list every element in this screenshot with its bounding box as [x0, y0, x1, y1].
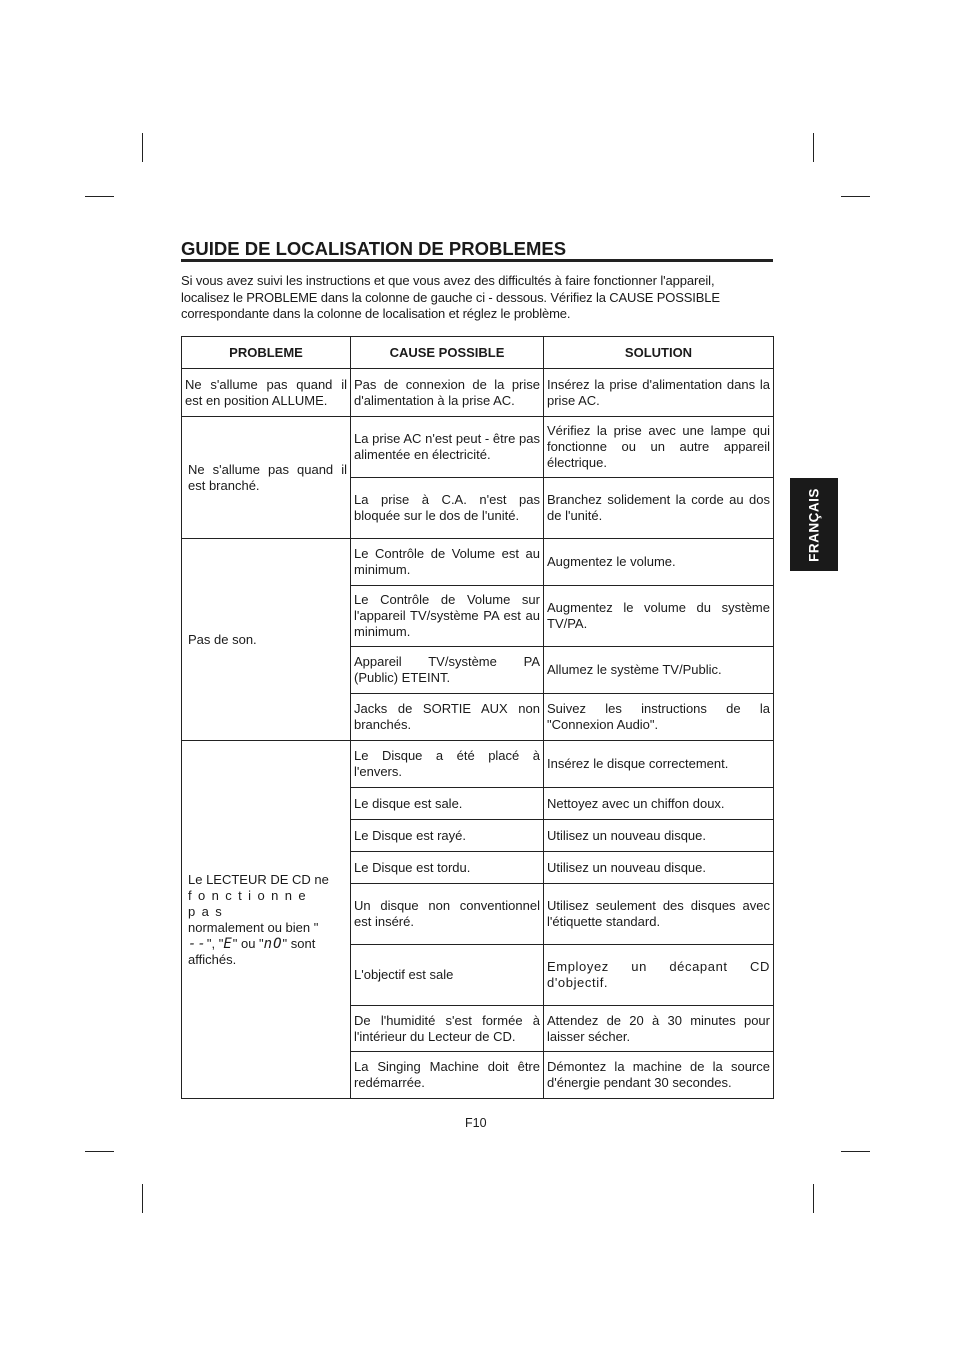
- crop-mark: [813, 133, 814, 162]
- problem-cell: Ne s'allume pas quand il est en position ALLUME.: [182, 369, 351, 417]
- problem-line: normalement ou bien ": [188, 919, 319, 935]
- crop-mark: [841, 196, 870, 197]
- crop-mark: [142, 133, 143, 162]
- solution-cell: Augmentez le volume.: [544, 539, 774, 586]
- cause-cell: Le disque est sale.: [351, 788, 544, 820]
- language-tab: [790, 478, 838, 571]
- problem-line: --", "E" ou "nO" sont: [188, 935, 316, 952]
- solution-cell: Démontez la machine de la source d'énergie pendant 30 secondes.: [544, 1052, 774, 1099]
- cause-cell: La prise AC n'est peut - être pas alimentée en électricité.: [351, 417, 544, 478]
- troubleshooting-table: [181, 336, 774, 1099]
- cause-cell: La Singing Machine doit être redémarrée.: [351, 1052, 544, 1099]
- crop-mark: [813, 1184, 814, 1213]
- crop-mark: [841, 1151, 870, 1152]
- table-row: [182, 539, 774, 586]
- segment-display-dashes: --: [188, 935, 207, 952]
- intro-line: Si vous avez suivi les instructions et que vous avez des difficultés à faire fonctionner l'appareil,: [181, 273, 715, 288]
- page-title: GUIDE DE LOCALISATION DE PROBLEMES: [181, 238, 567, 259]
- solution-cell: Augmentez le volume du système TV/PA.: [544, 586, 774, 647]
- cause-cell: Appareil TV/système PA (Public) ETEINT.: [351, 647, 544, 694]
- solution-cell: Branchez solidement la corde au dos de l'unité.: [544, 478, 774, 539]
- solution-cell: Vérifiez la prise avec une lampe qui fonctionne ou un autre appareil électrique.: [544, 417, 774, 478]
- cause-cell: La prise à C.A. n'est pas bloquée sur le dos de l'unité.: [351, 478, 544, 539]
- cause-cell: Jacks de SORTIE AUX non branchés.: [351, 694, 544, 741]
- cause-cell: Le Disque a été placé à l'envers.: [351, 741, 544, 788]
- problem-line: Le LECTEUR DE CD ne: [188, 871, 329, 887]
- solution-cell: Utilisez un nouveau disque.: [544, 820, 774, 852]
- problem-cell: Pas de son.: [182, 539, 351, 741]
- segment-display-e: E: [223, 935, 233, 952]
- solution-cell: Insérez le disque correctement.: [544, 741, 774, 788]
- cause-cell: Un disque non conventionnel est inséré.: [351, 884, 544, 945]
- crop-mark: [85, 1151, 114, 1152]
- cause-cell: Le Disque est rayé.: [351, 820, 544, 852]
- table-row: [182, 369, 774, 417]
- title-rule: [181, 259, 773, 262]
- cause-cell: Pas de connexion de la prise d'alimentation à la prise AC.: [351, 369, 544, 417]
- problem-cell: [182, 741, 351, 1099]
- header-cause: CAUSE POSSIBLE: [351, 337, 544, 369]
- intro-paragraph: [181, 273, 773, 323]
- segment-display-no: nO: [263, 935, 283, 952]
- problem-cell: Ne s'allume pas quand il est branché.: [182, 417, 351, 539]
- solution-cell: Nettoyez avec un chiffon doux.: [544, 788, 774, 820]
- page-number: F10: [465, 1116, 487, 1130]
- cause-cell: Le Contrôle de Volume sur l'appareil TV/système PA est au minimum.: [351, 586, 544, 647]
- crop-mark: [85, 196, 114, 197]
- solution-cell: Attendez de 20 à 30 minutes pour laisser sécher.: [544, 1006, 774, 1052]
- problem-line: affichés.: [188, 951, 237, 967]
- solution-cell: Suivez les instructions de la "Connexion Audio".: [544, 694, 774, 741]
- solution-cell: Utilisez un nouveau disque.: [544, 852, 774, 884]
- solution-cell: Employez un décapant CD d'objectif.: [544, 945, 774, 1006]
- cause-cell: Le Contrôle de Volume est au minimum.: [351, 539, 544, 586]
- intro-line: correspondante dans la colonne de localisation et réglez le problème.: [181, 306, 571, 321]
- table-header-row: [182, 337, 774, 369]
- language-tab-label: FRANÇAIS: [806, 487, 822, 562]
- intro-line: localisez le PROBLEME dans la colonne de gauche ci - dessous. Vérifiez la CAUSE POSSIBLE: [181, 289, 720, 305]
- solution-cell: Utilisez seulement des disques avec l'étiquette standard.: [544, 884, 774, 945]
- solution-cell: Insérez la prise d'alimentation dans la prise AC.: [544, 369, 774, 417]
- cause-cell: Le Disque est tordu.: [351, 852, 544, 884]
- problem-line: fonctionne pas: [188, 887, 312, 919]
- header-problem: PROBLEME: [182, 337, 351, 369]
- crop-mark: [142, 1184, 143, 1213]
- table-row: [182, 417, 774, 478]
- solution-cell: Allumez le système TV/Public.: [544, 647, 774, 694]
- cause-cell: L'objectif est sale: [351, 945, 544, 1006]
- header-solution: SOLUTION: [544, 337, 774, 369]
- table-row: [182, 741, 774, 788]
- cause-cell: De l'humidité s'est formée à l'intérieur du Lecteur de CD.: [351, 1006, 544, 1052]
